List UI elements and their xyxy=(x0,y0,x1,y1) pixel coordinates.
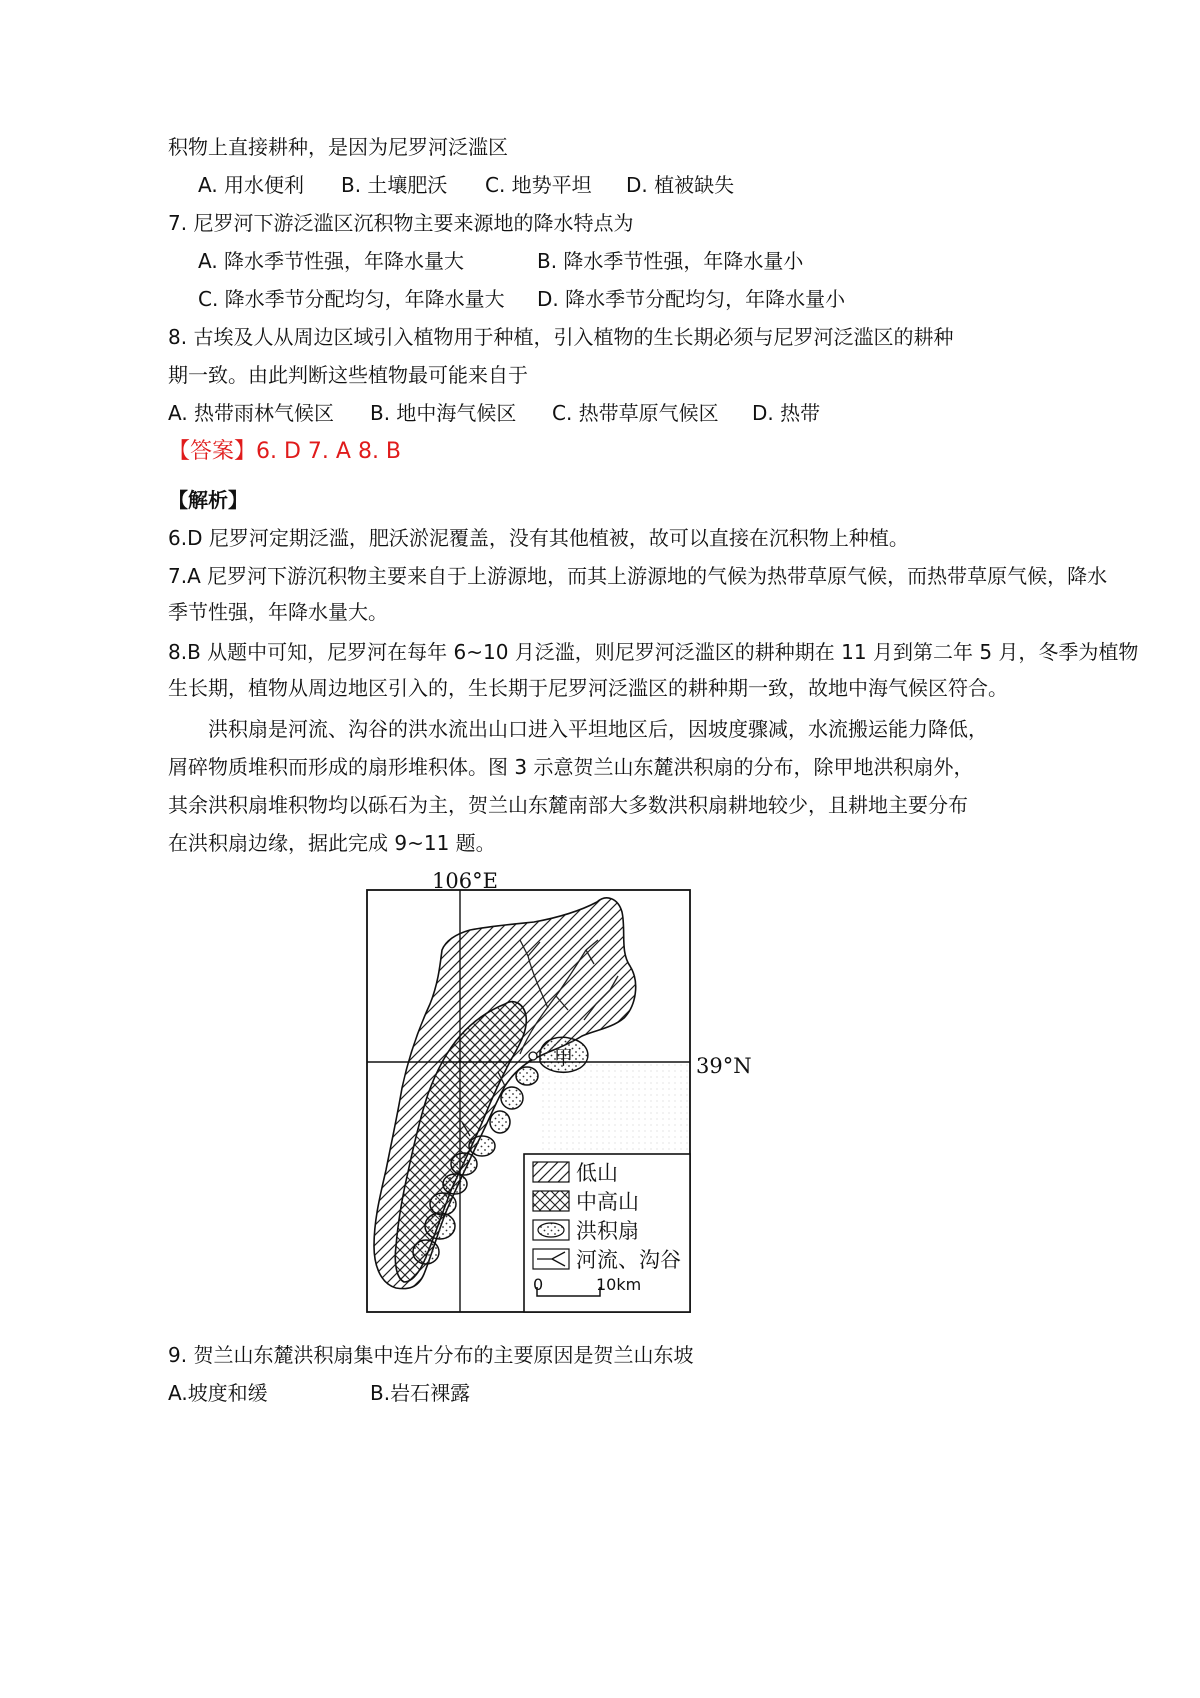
alluvial-fan xyxy=(425,1213,455,1239)
passage-line2: 屑碎物质堆积而形成的扇形堆积体。图 3 示意贺兰山东麓洪积扇的分布，除甲地洪积扇外， xyxy=(168,755,974,779)
q8-stem-line2: 期一致。由此判断这些植物最可能来自于 xyxy=(168,363,528,387)
analysis-6: 6.D 尼罗河定期泛滥，肥沃淤泥覆盖，没有其他植被，故可以直接在沉积物上种植。 xyxy=(168,526,909,550)
q6-option-d: D. 植被缺失 xyxy=(626,173,735,197)
q7-stem: 7. 尼罗河下游泛滥区沉积物主要来源地的降水特点为 xyxy=(168,211,634,235)
q9-option-a: A.坡度和缓 xyxy=(168,1381,268,1405)
analysis-8-line1: 8.B 从题中可知，尼罗河在每年 6~10 月泛滥，则尼罗河泛滥区的耕种期在 11 月到第二年 5 月，冬季为植物 xyxy=(168,640,1139,664)
q8-stem-line1: 8. 古埃及人从周边区域引入植物用于种植，引入植物的生长期必须与尼罗河泛滥区的耕种 xyxy=(168,325,954,349)
map-legend xyxy=(524,1154,690,1312)
q8-option-b: B. 地中海气候区 xyxy=(370,401,517,425)
place-jia-label: 甲 xyxy=(554,1047,574,1069)
legend-alluvial-fan-label: 洪积扇 xyxy=(576,1219,639,1243)
q8-option-d: D. 热带 xyxy=(752,401,821,425)
q7-option-c: C. 降水季节分配均匀，年降水量大 xyxy=(198,287,505,311)
q8-option-a: A. 热带雨林气候区 xyxy=(168,401,335,425)
alluvial-fan xyxy=(443,1174,467,1194)
alluvial-fan xyxy=(413,1240,439,1264)
q7-option-d: D. 降水季节分配均匀，年降水量小 xyxy=(537,287,846,311)
scale-length-label: 10km xyxy=(596,1275,642,1294)
alluvial-fan xyxy=(430,1193,456,1215)
site-marker xyxy=(529,1052,537,1060)
analysis-7-line1: 7.A 尼罗河下游沉积物主要来自于上游源地，而其上游源地的气候为热带草原气候，而热带草原气候，降水 xyxy=(168,564,1108,588)
q7-option-b: B. 降水季节性强，年降水量小 xyxy=(537,249,804,273)
alluvial-fan xyxy=(451,1153,477,1175)
q9-stem: 9. 贺兰山东麓洪积扇集中连片分布的主要原因是贺兰山东坡 xyxy=(168,1343,694,1367)
analysis-7-line2: 季节性强，年降水量大。 xyxy=(168,600,388,624)
legend-mid-high-mountain-label: 中高山 xyxy=(576,1190,639,1214)
passage-line4: 在洪积扇边缘，据此完成 9~11 题。 xyxy=(168,831,496,855)
legend-mid-high-mountain-swatch xyxy=(533,1191,569,1211)
q7-option-a: A. 降水季节性强，年降水量大 xyxy=(198,249,465,273)
q6-stem-end: 积物上直接耕种，是因为尼罗河泛滥区 xyxy=(168,135,508,159)
legend-low-mountain-swatch xyxy=(533,1162,569,1182)
longitude-label: 106°E xyxy=(432,869,498,893)
q8-option-c: C. 热带草原气候区 xyxy=(552,401,719,425)
scale-zero-label: 0 xyxy=(533,1275,544,1294)
alluvial-fan xyxy=(516,1067,538,1085)
passage-line3: 其余洪积扇堆积物均以砾石为主，贺兰山东麓南部大多数洪积扇耕地较少，且耕地主要分布 xyxy=(168,793,968,817)
q6-option-c: C. 地势平坦 xyxy=(485,173,592,197)
legend-river-gully-label: 河流、沟谷 xyxy=(576,1248,681,1272)
latitude-label: 39°N xyxy=(696,1054,752,1078)
alluvial-fan xyxy=(469,1136,495,1156)
alluvial-fan xyxy=(490,1111,510,1133)
q6-option-b: B. 土壤肥沃 xyxy=(341,173,448,197)
passage-line1: 洪积扇是河流、沟谷的洪水流出山口进入平坦地区后，因坡度骤减，水流搬运能力降低， xyxy=(208,717,988,741)
q6-option-a: A. 用水便利 xyxy=(198,173,305,197)
alluvial-fan xyxy=(501,1087,523,1109)
analysis-heading: 【解析】 xyxy=(168,488,248,512)
q9-option-b: B.岩石裸露 xyxy=(370,1381,471,1405)
answer-line: 【答案】6. D 7. A 8. B xyxy=(168,439,402,464)
legend-fan-swatch xyxy=(538,1223,564,1237)
legend-low-mountain-label: 低山 xyxy=(576,1161,618,1185)
analysis-8-line2: 生长期，植物从周边地区引入的，生长期于尼罗河泛滥区的耕种期一致，故地中海气候区符合。 xyxy=(168,676,1008,700)
